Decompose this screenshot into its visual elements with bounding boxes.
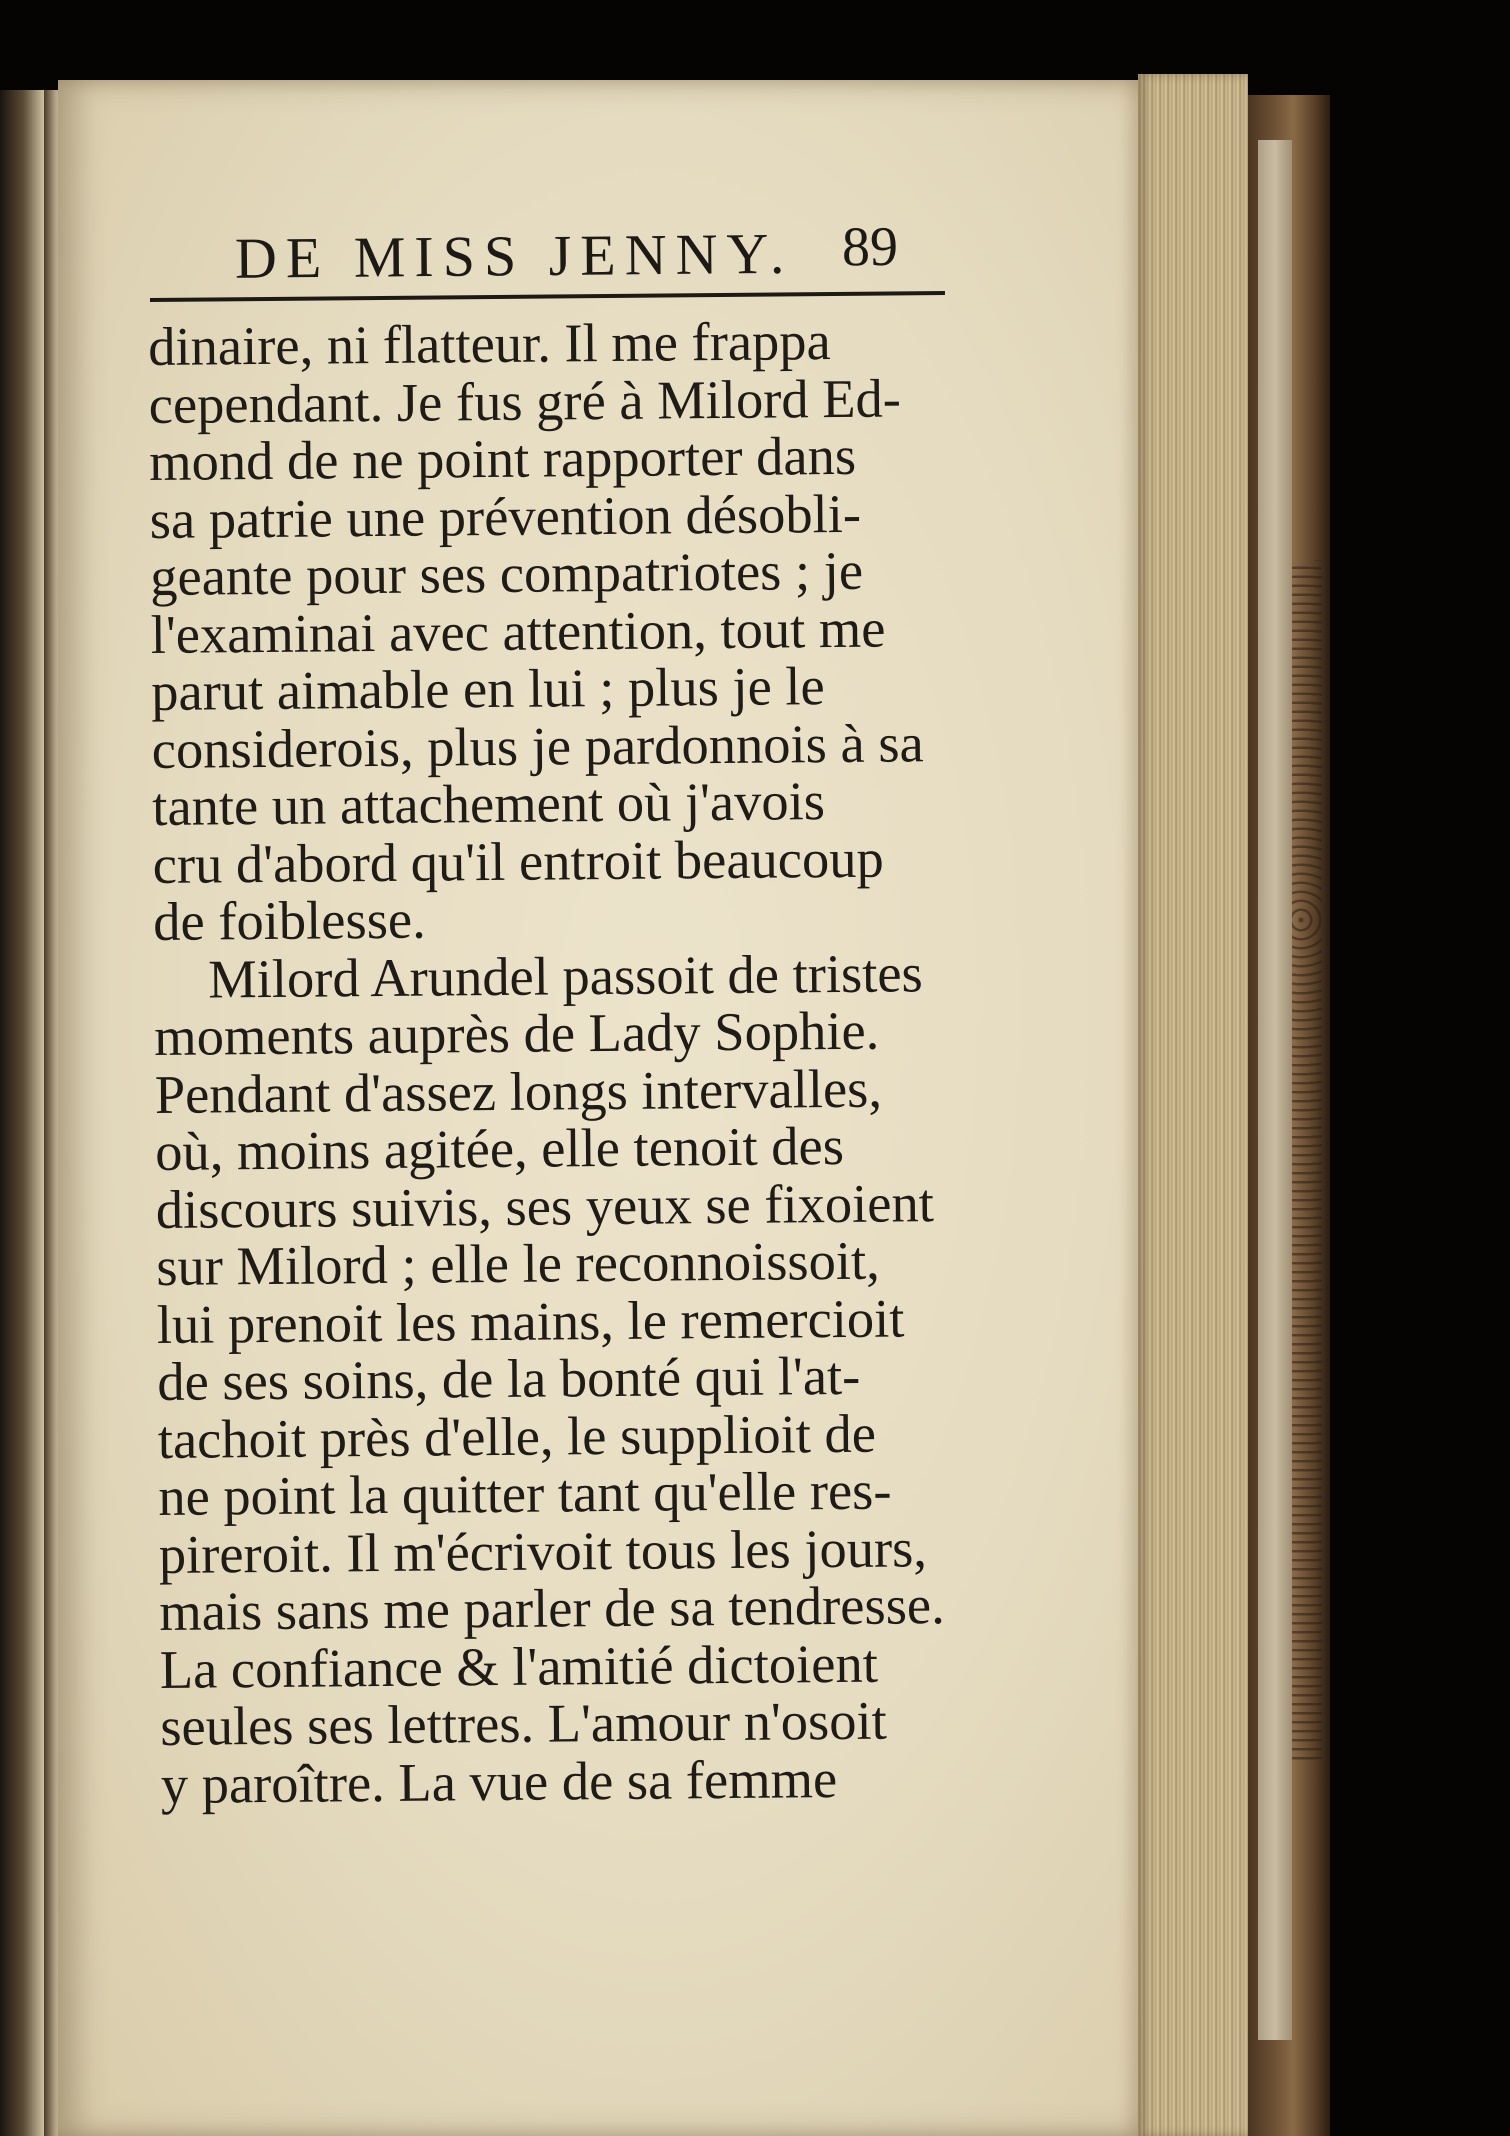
running-title: DE MISS JENNY. xyxy=(234,220,794,291)
text-line: l'examinai avec attention, tout me xyxy=(150,597,886,665)
text-line: La confiance & l'amitié dictoient xyxy=(159,1632,879,1700)
text-line: dinaire, ni flatteur. Il me frappa xyxy=(147,310,831,377)
text-line: discours suivis, ses yeux se fixoient xyxy=(155,1171,935,1240)
text-line: y paroître. La vue de sa femme xyxy=(160,1747,838,1815)
text-line: Milord Arundel passoit de tristes xyxy=(153,941,924,1010)
text-line: mond de ne point rapporter dans xyxy=(148,424,857,492)
text-line: sur Milord ; elle le reconnoissoit, xyxy=(156,1229,881,1297)
text-line: lui prenoit les mains, le remercioit xyxy=(156,1286,905,1355)
text-line: geante pour ses compatriotes ; je xyxy=(149,539,864,607)
text-line: tante un attachement où j'avois xyxy=(151,770,826,837)
text-line: parut aimable en lui ; plus je le xyxy=(150,655,825,722)
text-line: où, moins agitée, elle tenoit des xyxy=(155,1114,845,1182)
page-header xyxy=(150,215,946,302)
text-line: moments auprès de Lady Sophie. xyxy=(154,999,880,1067)
text-line: seules ses lettres. L'amour n'osoit xyxy=(160,1689,888,1757)
text-line: considerois, plus je pardonnois à sa xyxy=(151,711,924,780)
page-block-edges xyxy=(1138,74,1248,2136)
text-line: de foiblesse. xyxy=(153,888,426,952)
text-line: tachoit près d'elle, le supplioit de xyxy=(157,1402,877,1470)
page-number: 89 xyxy=(841,215,899,279)
text-line: cependant. Je fus gré à Milord Ed- xyxy=(148,366,902,435)
text-line: sa patrie une prévention désobli- xyxy=(149,482,862,550)
text-line: mais sans me parler de sa tendresse. xyxy=(159,1574,945,1642)
text-line: ne point la quitter tant qu'elle res- xyxy=(158,1459,892,1527)
text-line: pireroit. Il m'écrivoit tous les jours, xyxy=(158,1516,928,1585)
text-line: Pendant d'assez longs intervalles, xyxy=(154,1057,883,1125)
body-text xyxy=(148,311,1001,1813)
text-line: de ses soins, de la bonté qui l'at- xyxy=(157,1344,861,1412)
cover-lining xyxy=(1258,140,1292,2040)
text-line: cru d'abord qu'il entroit beaucoup xyxy=(152,827,884,895)
cover-speckle-texture xyxy=(1292,560,1322,1760)
